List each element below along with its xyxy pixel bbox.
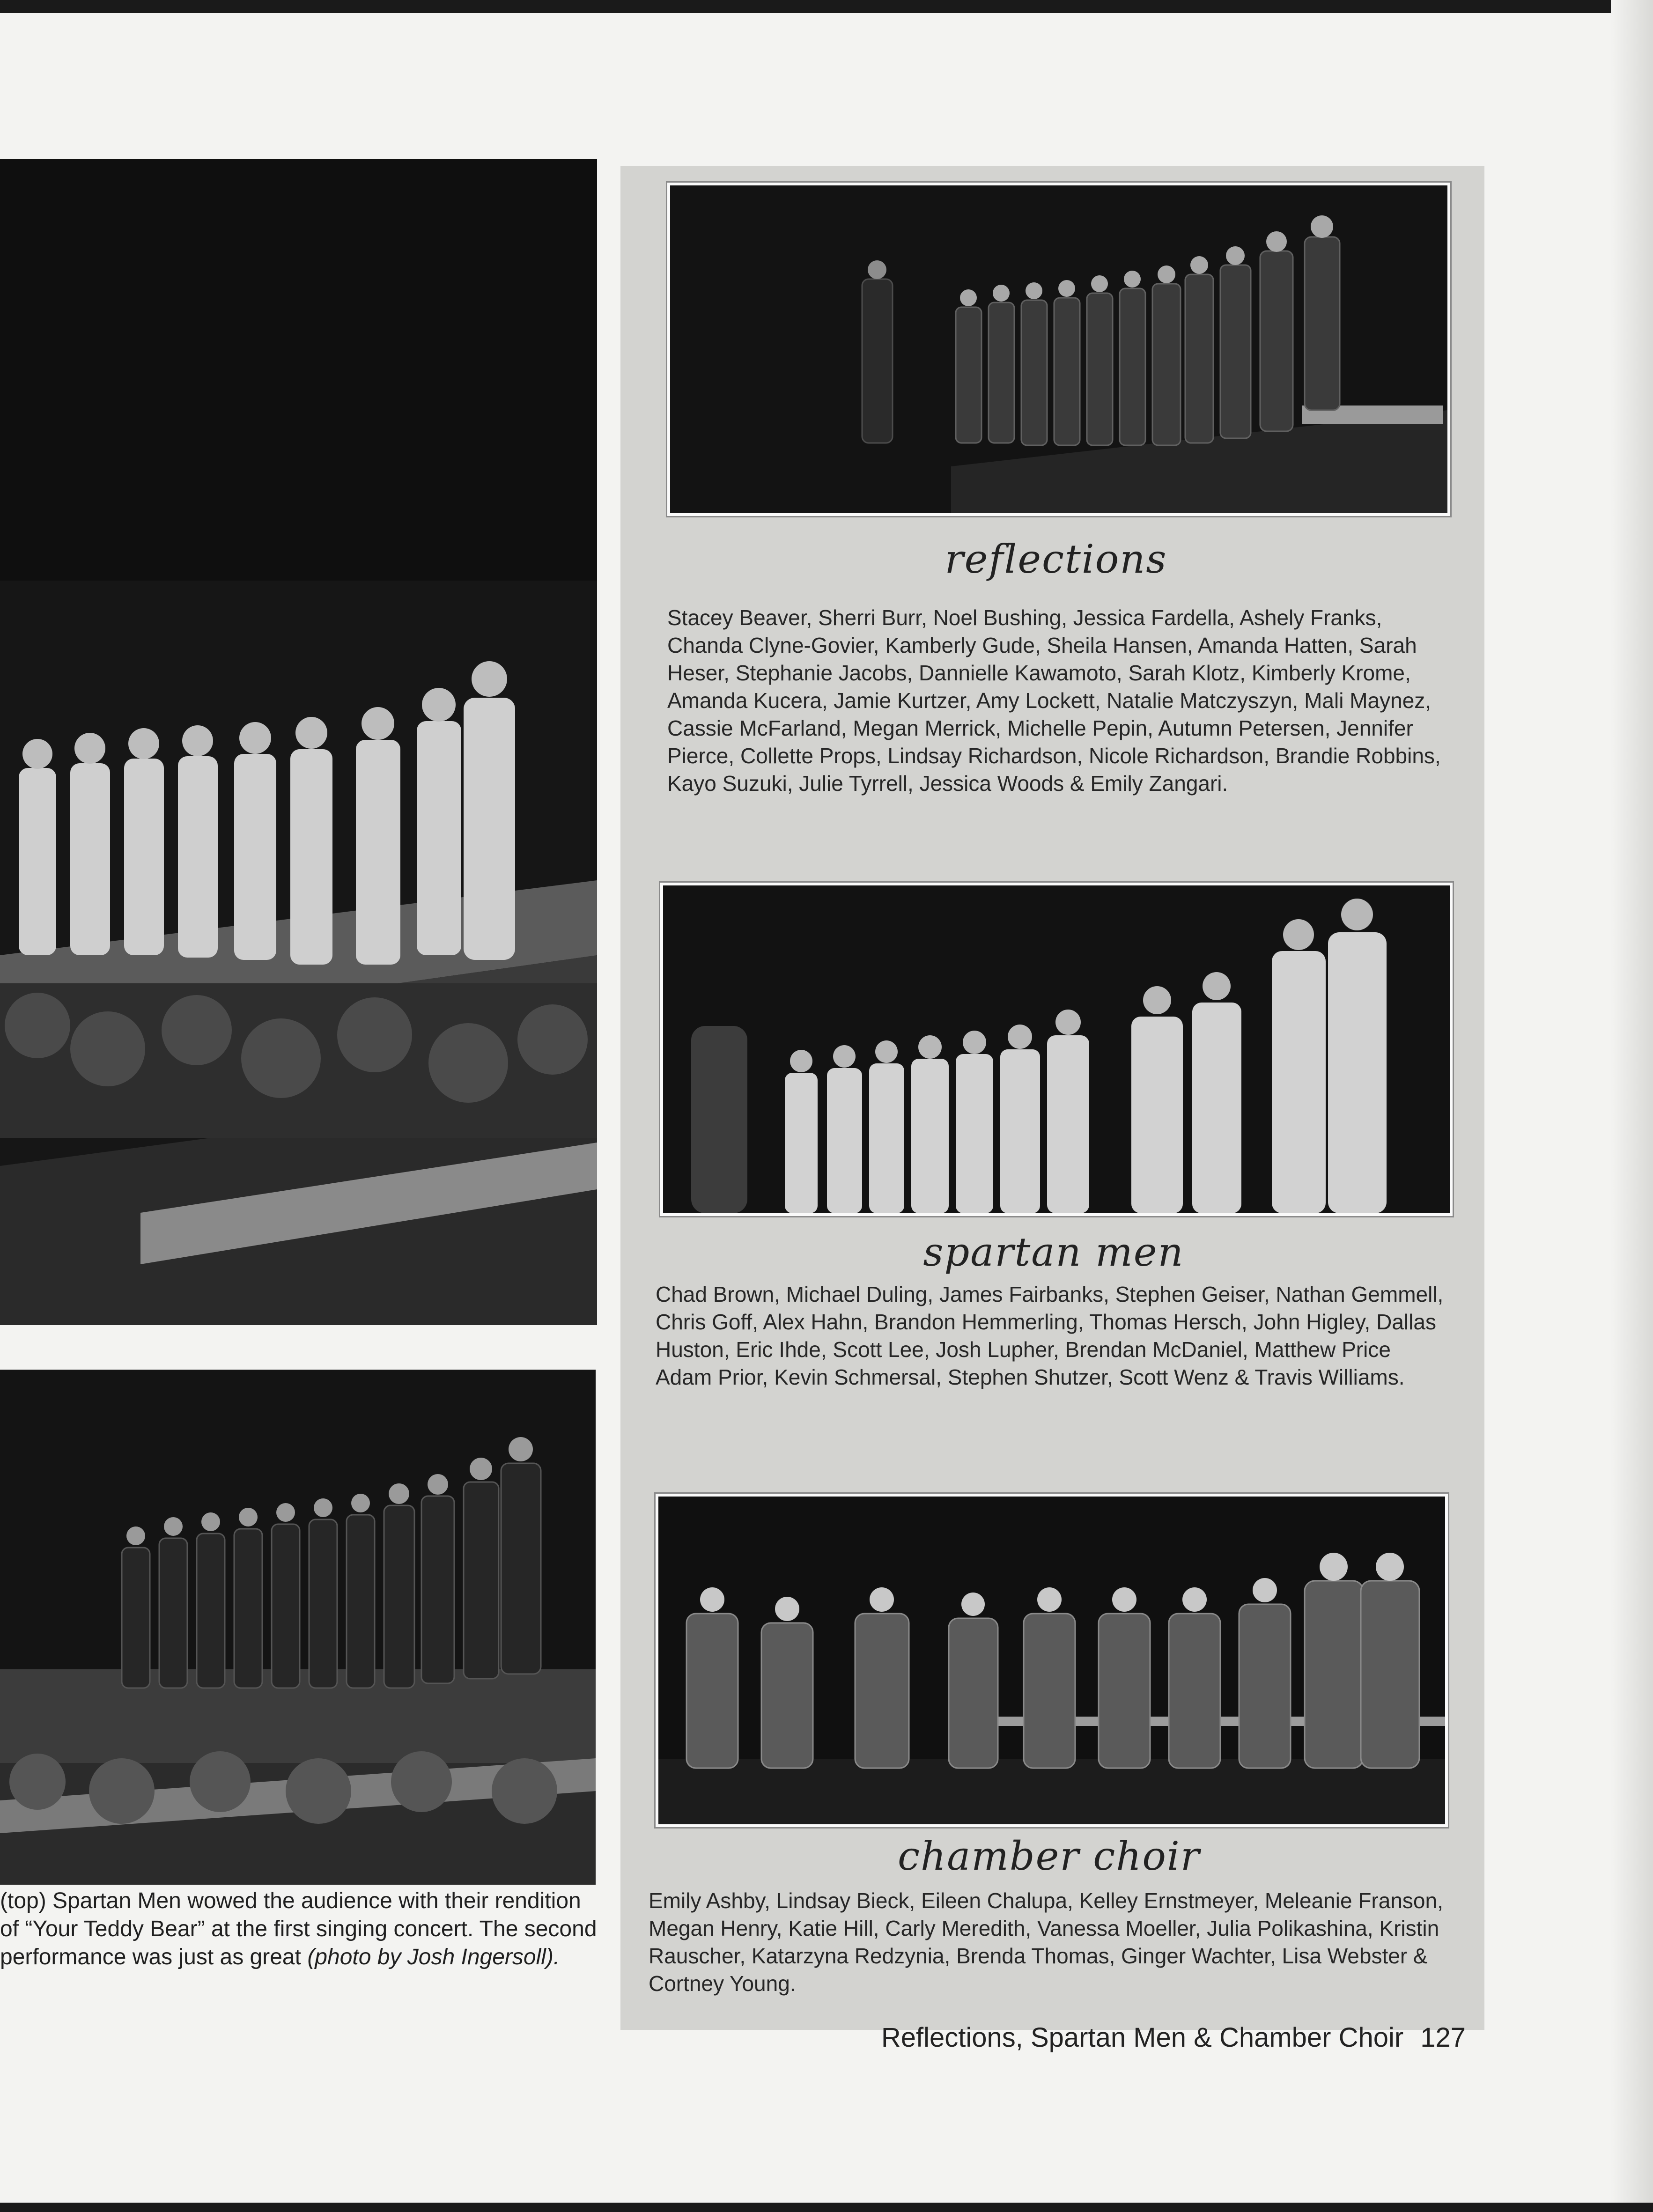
chamber-choir-title: chamber choir — [898, 1833, 1200, 1879]
caption-credit: (photo by Josh Ingersoll). — [307, 1945, 560, 1969]
page-number: 127 — [1420, 2022, 1466, 2053]
page-gutter-shadow — [1611, 0, 1653, 2212]
scan-bottom-edge — [0, 2203, 1653, 2212]
reflections-concert-photo — [0, 1370, 596, 1885]
spartan-men-stage-photo — [0, 159, 597, 1325]
page-footer — [796, 2022, 1466, 2053]
spartan-men-members: Chad Brown, Michael Duling, James Fairbanks, Stephen Geiser, Nathan Gemmell, Chris Goff, Alex Hahn, Brandon Hemmerling, Thomas Hersch, John Higley, Dallas Huston, Eric Ihde, Scott Lee, Josh Lupher, Brendan McDaniel, Matthew Price Adam Prior, Kevin Schmersal, Stephen Shutzer, Scott Wenz & Travis Williams. — [656, 1282, 1444, 1389]
spartan-men-title: spartan men — [923, 1229, 1184, 1275]
reflections-members: Stacey Beaver, Sherri Burr, Noel Bushing, Jessica Fardella, Ashely Franks, Chanda Clyne-Govier, Kamberly Gude, Sheila Hansen, Amanda Hatten, Sarah Heser, Stephanie Jacobs, Dannielle Kawamoto, Sarah Klotz, Kimberly Krome, Amanda Kucera, Jamie Kurtzer, Amy Lockett, Natalie Matczyszyn, Mali Maynez, Cassie McFarland, Megan Merrick, Michelle Pepin, Autumn Petersen, Jennifer Pierce, Collette Props, Lindsay Richardson, Nicole Richardson, Brandie Robbins, Kayo Suzuki, Julie Tyrrell, Jessica Woods & Emily Zangari. — [667, 605, 1441, 796]
caption-text: (top) Spartan Men wowed the audience with their rendition of “Your Teddy Bear” at the first singing concert. The second performance was just as great — [0, 1888, 597, 1969]
footer-title: Reflections, Spartan Men & Chamber Choir — [881, 2022, 1404, 2053]
reflections-title: reflections — [945, 536, 1167, 582]
chamber-choir-members: Emily Ashby, Lindsay Bieck, Eileen Chalupa, Kelley Ernstmeyer, Meleanie Franson, Megan Henry, Katie Hill, Carly Meredith, Vanessa Moeller, Julia Polikashina, Kristin Rauscher, Katarzyna Redzynia, Brenda Thomas, Ginger Wachter, Lisa Webster & Cortney Young. — [649, 1888, 1443, 1996]
reflections-photo — [667, 183, 1450, 516]
scan-top-edge — [0, 0, 1653, 13]
chamber-choir-photo — [656, 1494, 1448, 1827]
spartan-men-photo — [660, 883, 1453, 1216]
choir-groups-panel — [620, 166, 1484, 2030]
photo-caption — [0, 1887, 602, 1971]
